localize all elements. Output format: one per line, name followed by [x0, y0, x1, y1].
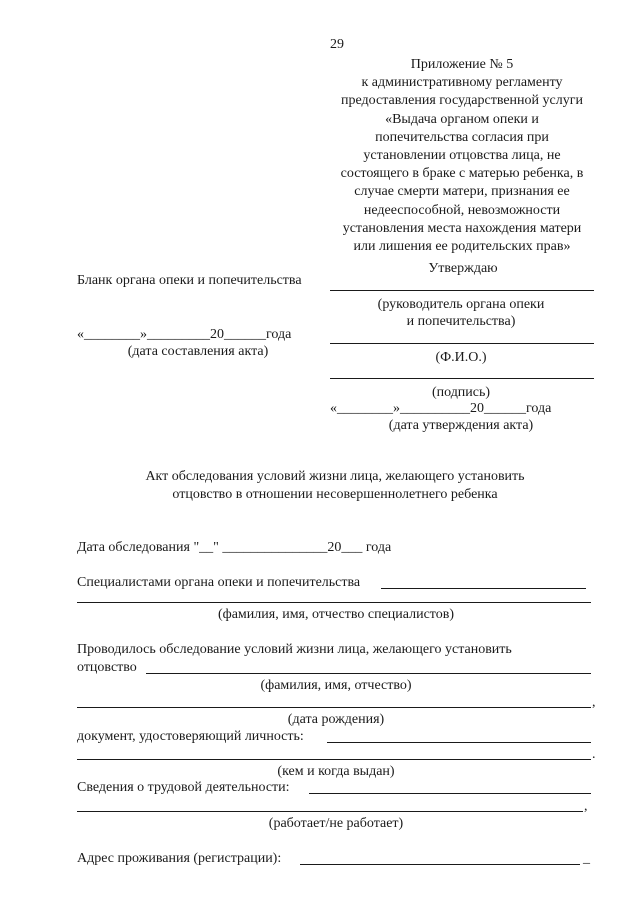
id-doc-input-line-2	[77, 759, 591, 760]
birth-input-line	[77, 707, 591, 708]
appendix-line: установления места нахождения матери	[342, 220, 582, 236]
approval-date-line: «________»__________20______года	[330, 401, 552, 416]
appendix-line: предоставления государственной услуги	[341, 93, 583, 109]
appendix-line: случае смерти матери, признания ее	[354, 184, 570, 200]
act-date-caption: (дата составления акта)	[127, 344, 269, 359]
fio-caption: (Ф.И.О.)	[435, 350, 487, 365]
birth-caption: (дата рождения)	[287, 712, 385, 727]
head-caption-2: и попечительства)	[406, 314, 516, 329]
act-title-line-2: отцовство в отношении несовершеннолетнего ребенка	[172, 487, 498, 502]
examined-text: Проводилось обследование условий жизни лица, желающего установить	[77, 642, 512, 657]
approval-date-caption: (дата утверждения акта)	[388, 418, 534, 433]
address-input-line	[300, 864, 580, 865]
act-title-line-1: Акт обследования условий жизни лица, желающего установить	[145, 469, 525, 484]
appendix-line: или лишения ее родительских прав»	[353, 239, 571, 255]
fio-input-caption: (фамилия, имя, отчество)	[260, 678, 412, 693]
appendix-line: «Выдача органом опеки и	[385, 111, 539, 127]
work-input-line	[309, 793, 591, 794]
work-label: Сведения о трудовой деятельности:	[77, 780, 290, 795]
issued-caption: (кем и когда выдан)	[277, 764, 395, 779]
id-doc-period: .	[592, 747, 596, 762]
specialists-label: Специалистами органа опеки и попечительства	[77, 575, 361, 590]
address-line-tail: _	[583, 851, 590, 866]
appendix-line: Приложение № 5	[410, 57, 514, 72]
signature-line	[330, 378, 594, 379]
work-input-line-2	[77, 811, 583, 812]
head-caption-1: (руководитель органа опеки	[377, 297, 545, 312]
work-caption: (работает/не работает)	[268, 816, 404, 831]
appendix-line: попечительства согласия при	[375, 129, 549, 145]
blank-label: Бланк органа опеки и попечительства	[77, 273, 302, 288]
id-doc-input-line	[327, 742, 591, 743]
address-label: Адрес проживания (регистрации):	[77, 851, 282, 866]
signature-caption: (подпись)	[431, 385, 491, 400]
paternity-label: отцовство	[77, 660, 137, 675]
specialists-caption: (фамилия, имя, отчество специалистов)	[217, 607, 455, 622]
appendix-line: установлении отцовства лица, не	[363, 148, 561, 164]
head-signature-line	[330, 290, 594, 291]
appendix-line: недееспособной, невозможности	[363, 202, 561, 218]
id-doc-label: документ, удостоверяющий личность:	[77, 729, 304, 744]
appendix-line: состоящего в браке с матерью ребенка, в	[340, 166, 584, 182]
specialists-input-line-2	[77, 602, 591, 603]
fio-input-line	[146, 673, 591, 674]
approve-label: Утверждаю	[428, 261, 498, 276]
appendix-block	[323, 56, 601, 256]
appendix-line: к административному регламенту	[361, 75, 563, 91]
work-line-comma: ,	[584, 799, 588, 814]
birth-line-comma: ,	[592, 695, 596, 710]
specialists-input-line	[381, 588, 586, 589]
exam-date-line: Дата обследования "__" _______________20___ года	[77, 540, 392, 555]
fio-line	[330, 343, 594, 344]
act-date-line: «________»_________20______года	[77, 327, 292, 342]
page-number: 29	[330, 37, 344, 52]
